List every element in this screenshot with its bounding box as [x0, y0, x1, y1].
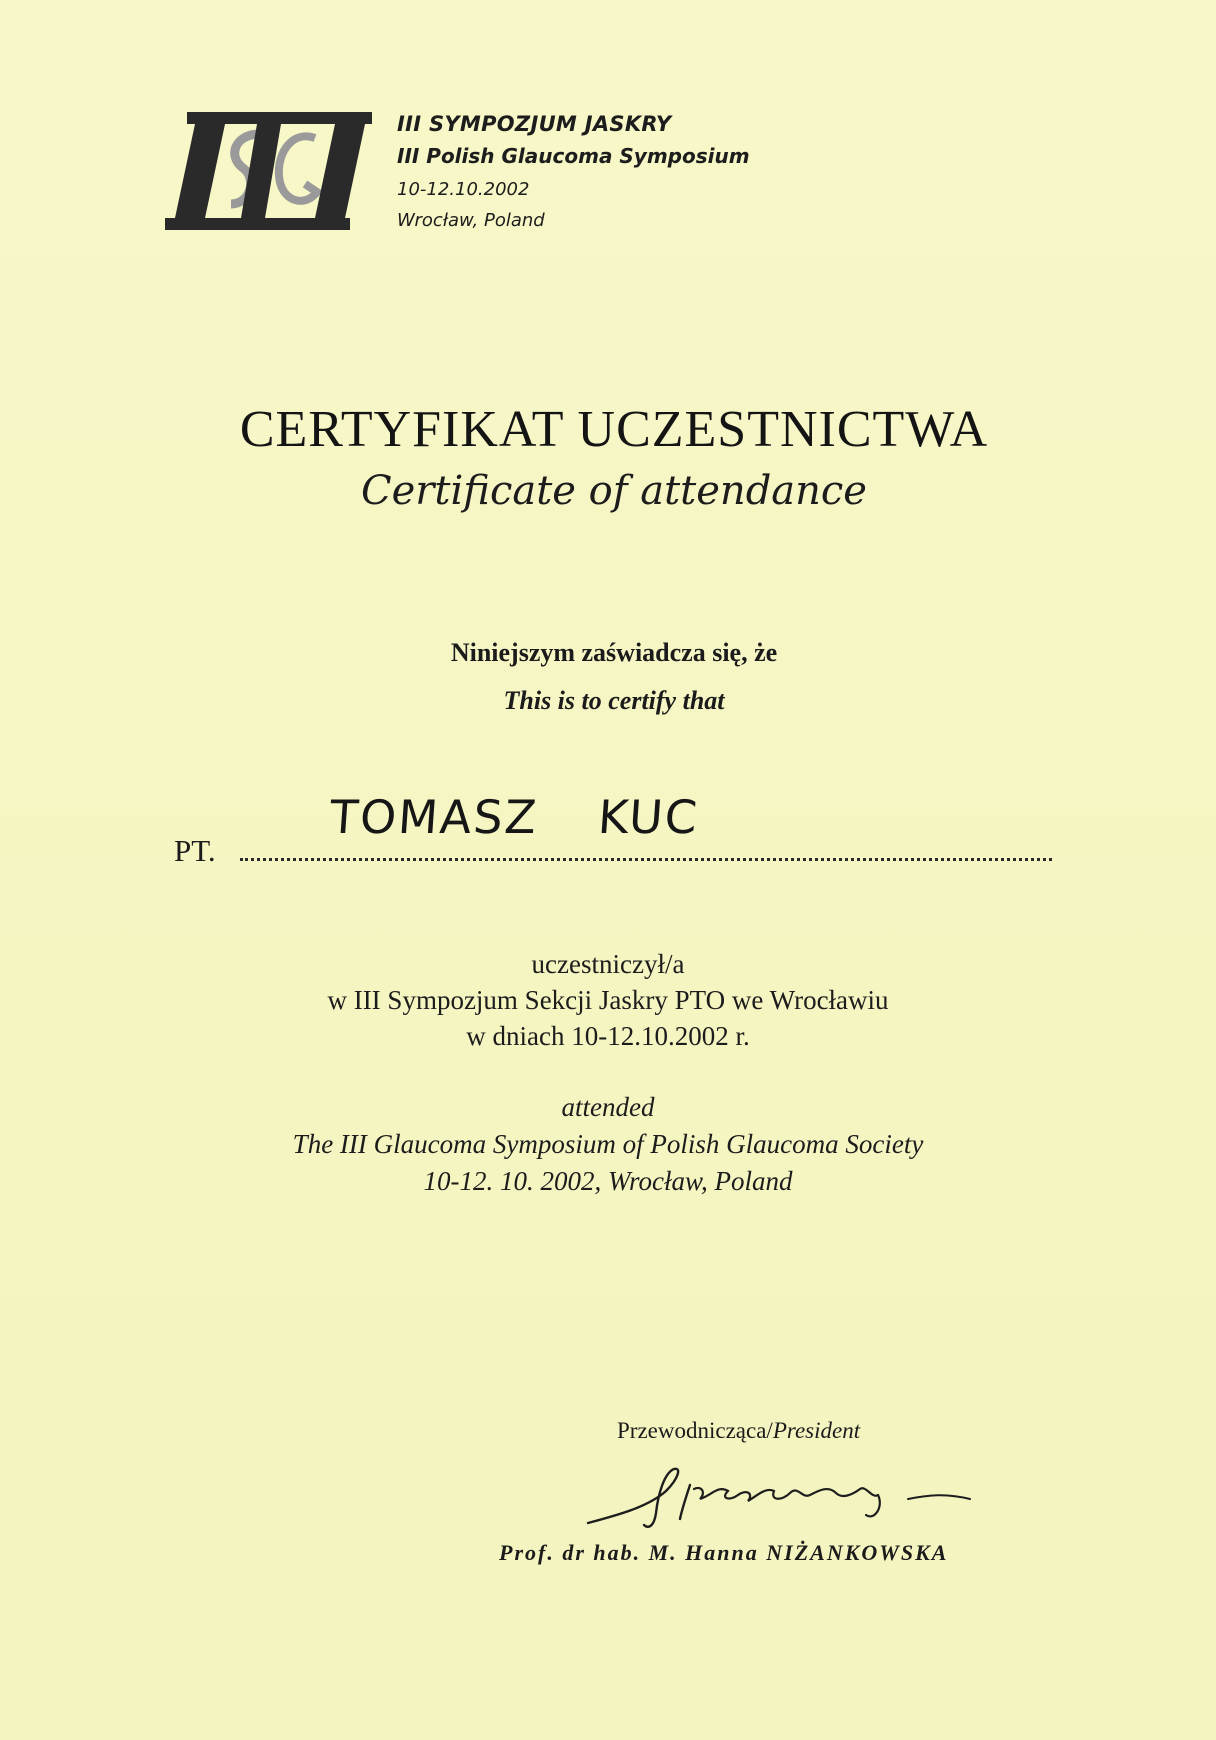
certify-statement-pl: Niniejszym zaświadcza się, że: [450, 638, 778, 667]
president-role-pl: Przewodnicząca: [617, 1418, 767, 1443]
attendance-text-en: [0, 1089, 1216, 1200]
role-separator: /: [766, 1418, 773, 1443]
event-location: Wrocław, Poland: [397, 210, 545, 231]
isgi-logo: [165, 112, 375, 234]
recipient-dotted-line: [240, 858, 1052, 861]
attendance-pl-line1: uczestniczył/a: [531, 949, 685, 979]
certify-statement-en: This is to certify that: [503, 686, 725, 715]
attendance-pl-line2: w III Sympozjum Sekcji Jaskry PTO we Wrocławiu: [327, 985, 889, 1015]
recipient-last-name: KUC: [596, 790, 701, 844]
certificate-title-en: Certificate of attendance: [361, 468, 867, 514]
president-role: [617, 1418, 860, 1444]
attendance-en-line2: The III Glaucoma Symposium of Polish Glaucoma Society: [292, 1129, 924, 1159]
recipient-prefix: PT.: [174, 833, 216, 868]
recipient-name: [328, 790, 701, 844]
certificate-title-pl: CERTYFIKAT UCZESTNICTWA: [239, 401, 989, 458]
attendance-text-pl: [0, 946, 1216, 1054]
attendance-en-line1: attended: [561, 1092, 655, 1122]
event-title-pl: III SYMPOZJUM JASKRY: [397, 112, 672, 136]
event-info: [397, 108, 750, 236]
event-dates: 10-12.10.2002: [397, 179, 530, 200]
president-signature: [578, 1455, 988, 1535]
recipient-first-name: TOMASZ: [328, 790, 541, 844]
attendance-pl-line3: w dniach 10-12.10.2002 r.: [466, 1021, 750, 1051]
event-title-en: III Polish Glaucoma Symposium: [397, 144, 750, 168]
president-role-en: President: [772, 1418, 861, 1443]
president-name: Prof. dr hab. M. Hanna NIŻANKOWSKA: [499, 1540, 949, 1565]
attendance-en-line3: 10-12. 10. 2002, Wrocław, Poland: [423, 1166, 793, 1196]
